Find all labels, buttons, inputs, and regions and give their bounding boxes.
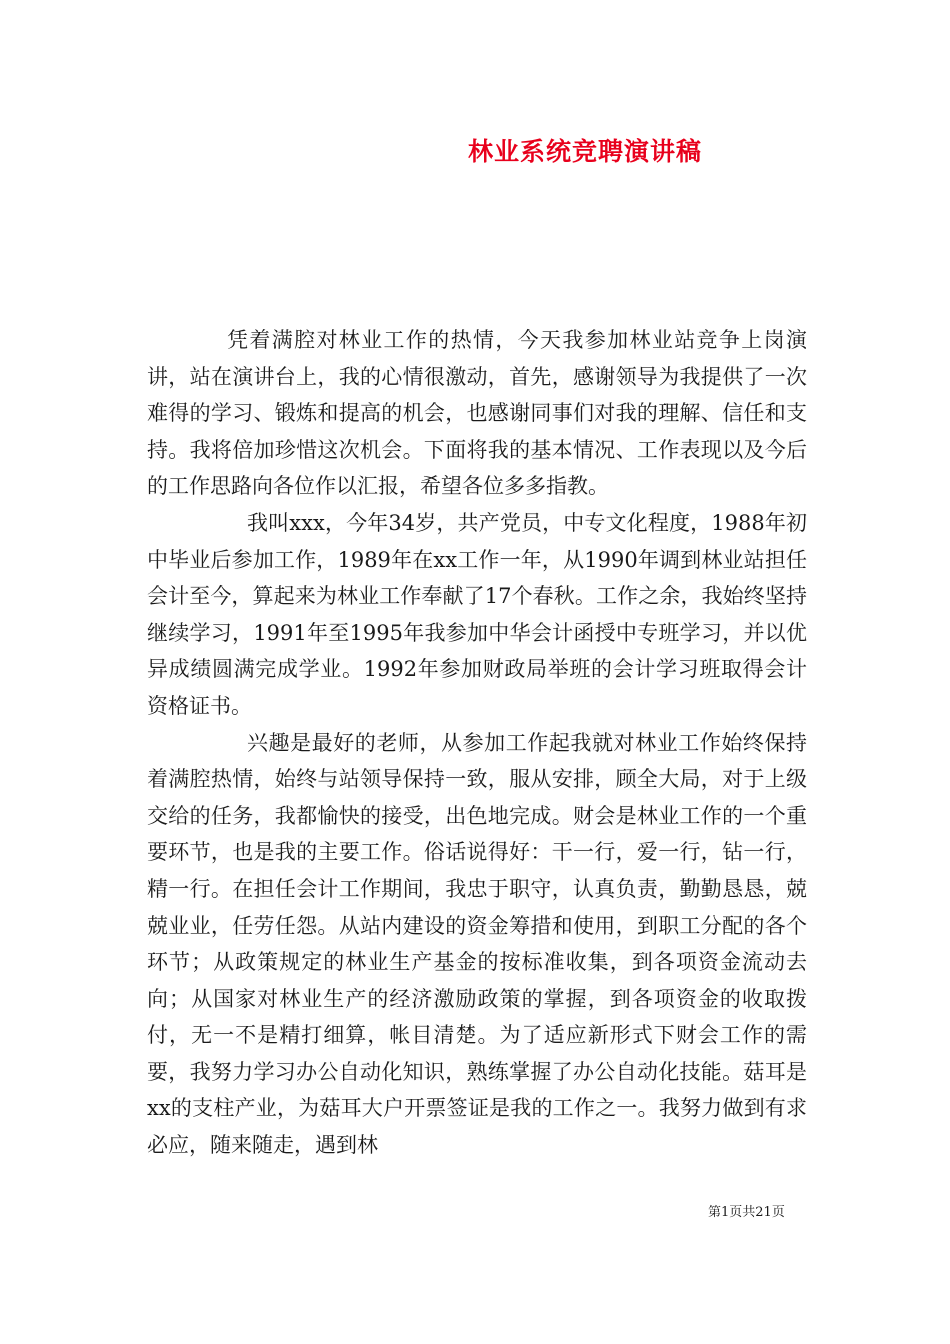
paragraph-intro: 凭着满腔对林业工作的热情，今天我参加林业站竞争上岗演讲，站在演讲台上，我的心情很激动，首先，感谢领导为我提供了一次难得的学习、锻炼和提高的机会，也感谢同事们对我的理解、信任和支持。我将倍加珍惜这次机会。下面将我的基本情况、工作表现以及今后的工作思路向各位作以汇报，希望各位多多指教。: [147, 328, 807, 499]
document-body: [147, 322, 807, 1164]
paragraph-work-experience: 兴趣是最好的老师，从参加工作起我就对林业工作始终保持着满腔热情，始终与站领导保持一致，服从安排，顾全大局，对于上级交给的任务，我都愉快的接受，出色地完成。财会是林业工作的一个重要环节，也是我的主要工作。俗话说得好：干一行，爱一行，钻一行，精一行。在担任会计工作期间，我忠于职守，认真负责，勤勤恳恳，兢兢业业，任劳任怨。从站内建设的资金筹措和使用，到职工分配的各个环节；从政策规定的林业生产基金的按标准收集，到各项资金流动去向；从国家对林业生产的经济激励政策的掌握，到各项资金的收取拨付，无一不是精打细算，帐目清楚。为了适应新形式下财会工作的需要，我努力学习办公自动化知识，熟练掌握了办公自动化技能。菇耳是xx的支柱产业，为菇耳大户开票签证是我的工作之一。我努力做到有求必应，随来随走，遇到林: [147, 730, 807, 1158]
page-number-footer: 第1页共21页: [708, 1205, 785, 1220]
document-title: 林业系统竞聘演讲稿: [467, 137, 702, 166]
paragraph-background: 我叫xxx，今年34岁，共产党员，中专文化程度，1988年初中毕业后参加工作，1989年在xx工作一年，从1990年调到林业站担任会计至今，算起来为林业工作奉献了17个春秋。工作之余，我始终坚持继续学习，1991年至1995年我参加中华会计函授中专班学习，并以优异成绩圆满完成学业。1992年参加财政局举班的会计学习班取得会计资格证书。: [147, 510, 807, 718]
